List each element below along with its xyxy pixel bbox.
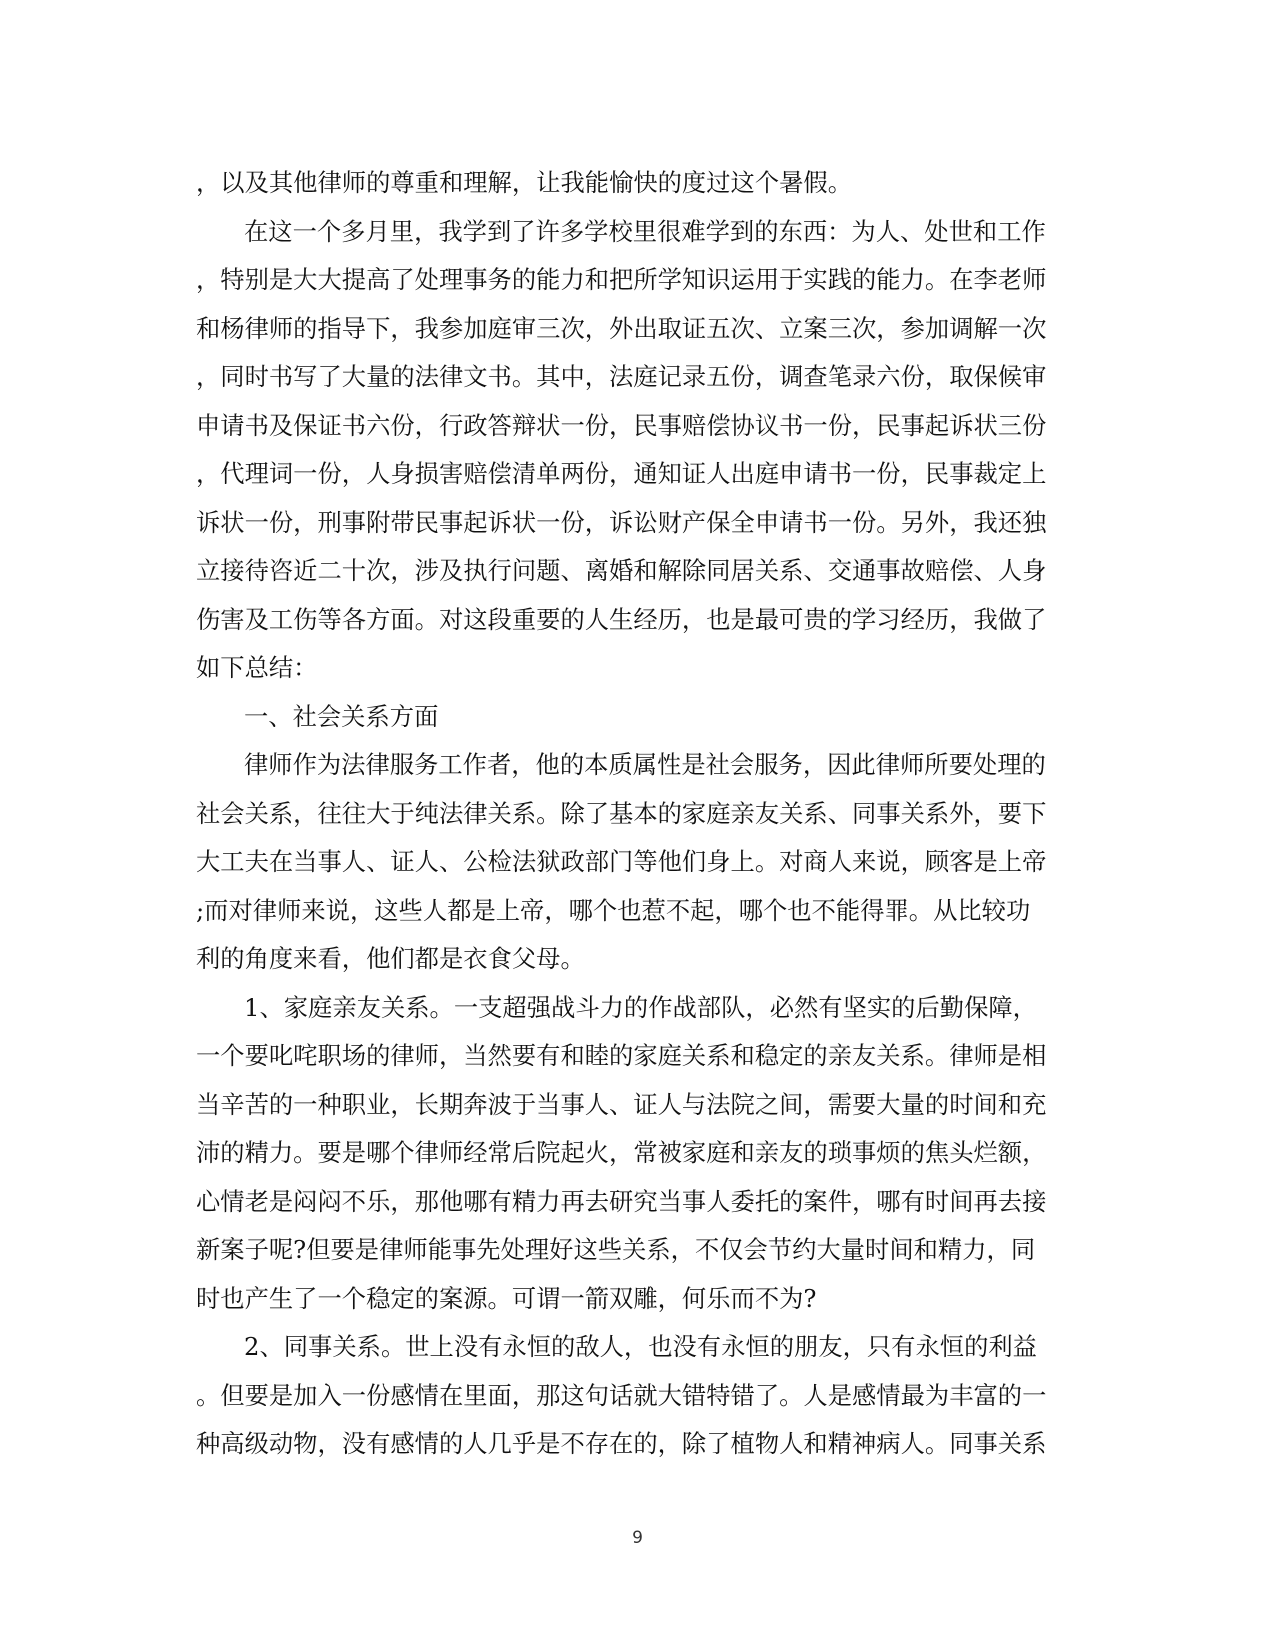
text-line: 和杨律师的指导下，我参加庭审三次，外出取证五次、立案三次，参加调解一次 — [196, 313, 1047, 343]
text-line: 沛的精力。要是哪个律师经常后院起火，常被家庭和亲友的琐事烦的焦头烂额， — [196, 1138, 1047, 1167]
text-line: 律师作为法律服务工作者，他的本质属性是社会服务，因此律师所要处理的 — [244, 750, 1046, 779]
text-line: 申请书及保证书六份，行政答辩状一份，民事赔偿协议书一份，民事起诉状三份 — [196, 410, 1047, 440]
page-number: 9 — [632, 1528, 643, 1548]
text-line: 社会关系，往往大于纯法律关系。除了基本的家庭亲友关系、同事关系外，要下 — [196, 798, 1047, 828]
text-line: ，特别是大大提高了处理事务的能力和把所学知识运用于实践的能力。在李老师 — [196, 265, 1047, 294]
text-line: ，代理词一份，人身损害赔偿清单两份，通知证人出庭申请书一份，民事裁定上 — [196, 459, 1047, 488]
text-line: 1、家庭亲友关系。一支超强战斗力的作战部队，必然有坚实的后勤保障， — [244, 992, 1037, 1022]
text-line: ，以及其他律师的尊重和理解，让我能愉快的度过这个暑假。 — [196, 168, 853, 197]
text-line: 大工夫在当事人、证人、公检法狱政部门等他们身上。对商人来说，顾客是上帝 — [196, 847, 1047, 876]
text-line: 。但要是加入一份感情在里面，那这句话就大错特错了。人是感情最为丰富的一 — [196, 1380, 1047, 1410]
text-line: 如下总结： — [196, 653, 318, 682]
body-text — [196, 159, 1074, 1469]
text-line: 伤害及工伤等各方面。对这段重要的人生经历，也是最可贵的学习经历，我做了 — [196, 604, 1047, 634]
text-line: 在这一个多月里，我学到了许多学校里很难学到的东西：为人、处世和工作 — [244, 216, 1046, 246]
text-line: 利的角度来看，他们都是衣食父母。 — [196, 944, 585, 973]
text-line: 种高级动物，没有感情的人几乎是不存在的，除了植物人和精神病人。同事关系 — [196, 1429, 1047, 1458]
text-line: 心情老是闷闷不乐，那他哪有精力再去研究当事人委托的案件，哪有时间再去接 — [196, 1186, 1047, 1216]
text-line: 立接待咨近二十次，涉及执行问题、离婚和解除同居关系、交通事故赔偿、人身 — [196, 556, 1047, 585]
text-line: 时也产生了一个稳定的案源。可谓一箭双雕，何乐而不为? — [196, 1283, 817, 1313]
text-line: 当辛苦的一种职业，长期奔波于当事人、证人与法院之间，需要大量的时间和充 — [196, 1089, 1047, 1119]
section-heading: 一、社会关系方面 — [244, 701, 439, 731]
text-line: ，同时书写了大量的法律文书。其中，法庭记录五份，调查笔录六份，取保候审 — [196, 362, 1047, 391]
text-line: 一个要叱咤职场的律师，当然要有和睦的家庭关系和稳定的亲友关系。律师是相 — [196, 1041, 1047, 1070]
text-line: 诉状一份，刑事附带民事起诉状一份，诉讼财产保全申请书一份。另外，我还独 — [196, 507, 1047, 537]
text-line: 2、同事关系。世上没有永恒的敌人，也没有永恒的朋友，只有永恒的利益 — [244, 1332, 1037, 1361]
text-line: 新案子呢?但要是律师能事先处理好这些关系，不仅会节约大量时间和精力，同 — [196, 1235, 1036, 1264]
text-line: ;而对律师来说，这些人都是上帝，哪个也惹不起，哪个也不能得罪。从比较功 — [196, 895, 1031, 925]
